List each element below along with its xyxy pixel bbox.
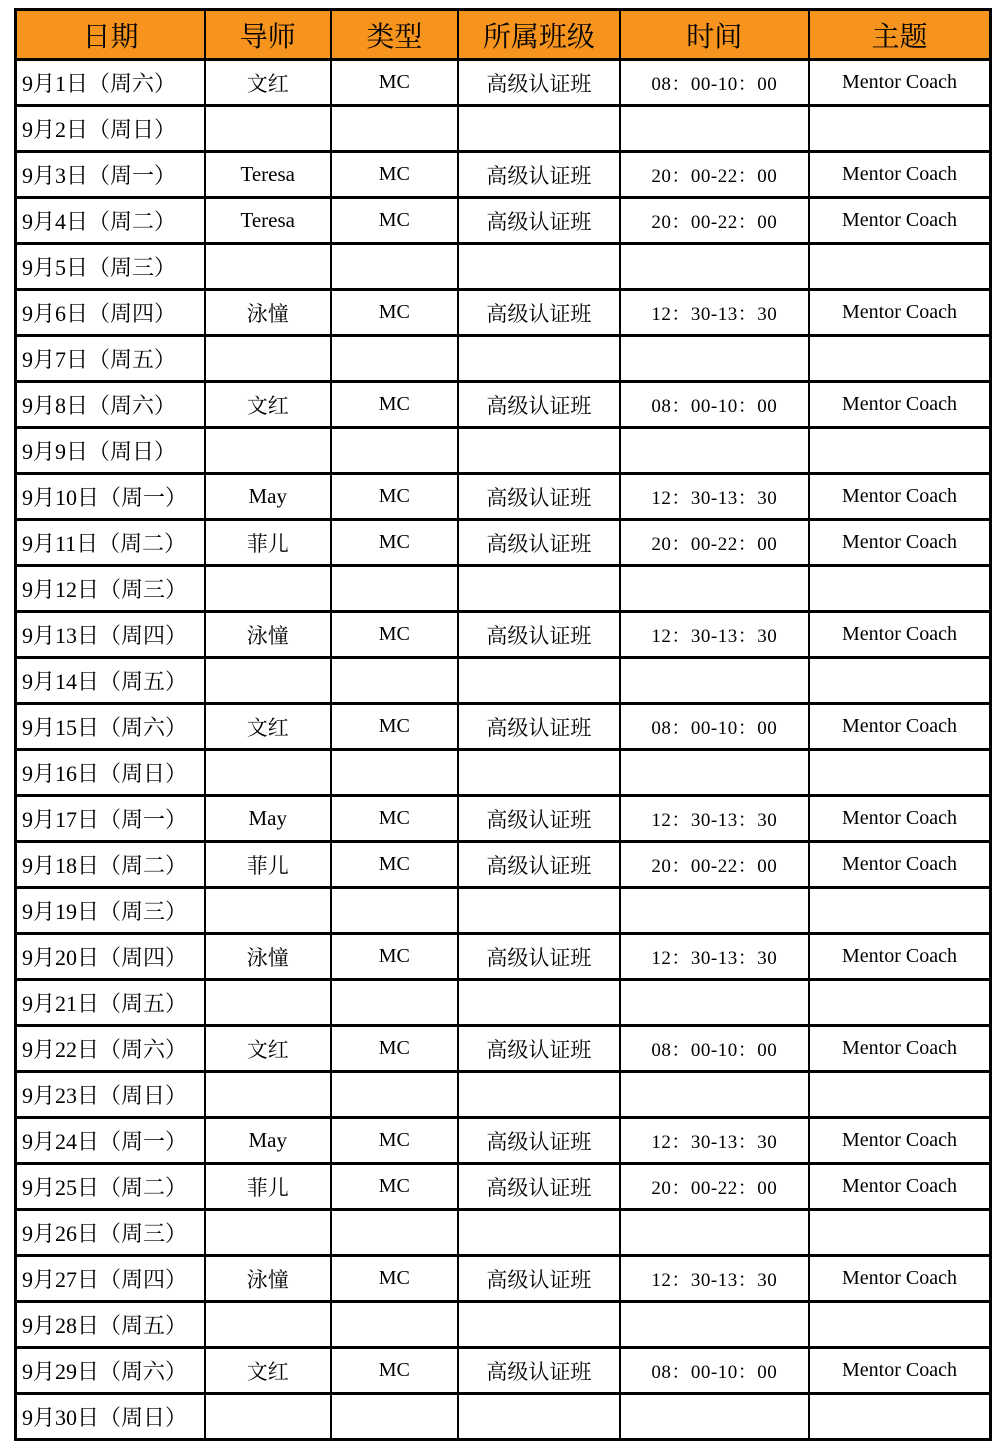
cell-mentor: 文红: [205, 1348, 331, 1394]
cell-class: 高级认证班: [458, 1118, 619, 1164]
cell-topic: [809, 888, 990, 934]
cell-type: [331, 336, 459, 382]
cell-topic: Mentor Coach: [809, 382, 990, 428]
cell-date: 9月16日（周日）: [16, 750, 205, 796]
cell-time: 20：00-22：00: [620, 520, 809, 566]
cell-topic: Mentor Coach: [809, 1118, 990, 1164]
cell-type: [331, 1210, 459, 1256]
cell-time: 12：30-13：30: [620, 1118, 809, 1164]
cell-time: 08：00-10：00: [620, 60, 809, 106]
table-row: [16, 1072, 991, 1118]
cell-type: MC: [331, 60, 459, 106]
cell-date: 9月11日（周二）: [16, 520, 205, 566]
cell-mentor: [205, 244, 331, 290]
col-header-time: 时间: [620, 10, 809, 60]
cell-time: [620, 106, 809, 152]
cell-topic: [809, 428, 990, 474]
cell-mentor: May: [205, 474, 331, 520]
cell-mentor: 泳憧: [205, 1256, 331, 1302]
cell-class: 高级认证班: [458, 796, 619, 842]
cell-date: 9月30日（周日）: [16, 1394, 205, 1440]
table-row: [16, 1256, 991, 1302]
header-row: [16, 10, 991, 60]
cell-class: [458, 1072, 619, 1118]
cell-date: 9月1日（周六）: [16, 60, 205, 106]
table-header: [16, 10, 991, 60]
cell-date: 9月14日（周五）: [16, 658, 205, 704]
cell-mentor: 菲儿: [205, 520, 331, 566]
cell-time: 12：30-13：30: [620, 290, 809, 336]
cell-mentor: [205, 566, 331, 612]
cell-topic: Mentor Coach: [809, 474, 990, 520]
cell-mentor: [205, 888, 331, 934]
cell-class: [458, 658, 619, 704]
cell-topic: Mentor Coach: [809, 1348, 990, 1394]
cell-time: [620, 336, 809, 382]
cell-topic: [809, 1210, 990, 1256]
mentor-coach-schedule-table: [14, 8, 992, 1441]
cell-time: 08：00-10：00: [620, 1026, 809, 1072]
cell-date: 9月26日（周三）: [16, 1210, 205, 1256]
cell-date: 9月10日（周一）: [16, 474, 205, 520]
table-row: [16, 934, 991, 980]
cell-time: 20：00-22：00: [620, 198, 809, 244]
cell-type: MC: [331, 520, 459, 566]
cell-class: [458, 1210, 619, 1256]
cell-date: 9月24日（周一）: [16, 1118, 205, 1164]
table-row: [16, 1118, 991, 1164]
cell-mentor: [205, 1394, 331, 1440]
table-row: [16, 290, 991, 336]
table-row: [16, 704, 991, 750]
cell-topic: Mentor Coach: [809, 934, 990, 980]
cell-type: MC: [331, 612, 459, 658]
cell-topic: [809, 1394, 990, 1440]
cell-date: 9月15日（周六）: [16, 704, 205, 750]
cell-class: 高级认证班: [458, 60, 619, 106]
cell-type: MC: [331, 1026, 459, 1072]
table-row: [16, 106, 991, 152]
cell-date: 9月22日（周六）: [16, 1026, 205, 1072]
cell-mentor: 文红: [205, 60, 331, 106]
cell-type: MC: [331, 704, 459, 750]
cell-topic: Mentor Coach: [809, 60, 990, 106]
cell-time: 12：30-13：30: [620, 934, 809, 980]
cell-class: 高级认证班: [458, 290, 619, 336]
cell-time: 12：30-13：30: [620, 796, 809, 842]
cell-mentor: 泳憧: [205, 934, 331, 980]
cell-class: 高级认证班: [458, 934, 619, 980]
cell-topic: Mentor Coach: [809, 152, 990, 198]
table-row: [16, 428, 991, 474]
cell-time: [620, 658, 809, 704]
cell-time: 12：30-13：30: [620, 1256, 809, 1302]
cell-date: 9月13日（周四）: [16, 612, 205, 658]
cell-type: MC: [331, 1348, 459, 1394]
table-row: [16, 888, 991, 934]
cell-date: 9月25日（周二）: [16, 1164, 205, 1210]
col-header-date: 日期: [16, 10, 205, 60]
cell-mentor: 文红: [205, 382, 331, 428]
cell-type: [331, 980, 459, 1026]
cell-type: [331, 1394, 459, 1440]
cell-class: 高级认证班: [458, 198, 619, 244]
cell-mentor: Teresa: [205, 198, 331, 244]
cell-date: 9月17日（周一）: [16, 796, 205, 842]
table-row: [16, 198, 991, 244]
table-row: [16, 1302, 991, 1348]
cell-class: 高级认证班: [458, 474, 619, 520]
cell-mentor: [205, 750, 331, 796]
cell-time: 08：00-10：00: [620, 382, 809, 428]
cell-time: [620, 428, 809, 474]
cell-class: 高级认证班: [458, 1256, 619, 1302]
cell-type: [331, 1072, 459, 1118]
cell-mentor: [205, 1302, 331, 1348]
table-row: [16, 60, 991, 106]
table-row: [16, 1348, 991, 1394]
cell-class: 高级认证班: [458, 152, 619, 198]
cell-time: 12：30-13：30: [620, 474, 809, 520]
cell-class: [458, 1302, 619, 1348]
table-row: [16, 474, 991, 520]
cell-mentor: [205, 1072, 331, 1118]
col-header-mentor: 导师: [205, 10, 331, 60]
cell-topic: Mentor Coach: [809, 842, 990, 888]
cell-class: [458, 980, 619, 1026]
cell-date: 9月4日（周二）: [16, 198, 205, 244]
cell-date: 9月18日（周二）: [16, 842, 205, 888]
cell-type: [331, 244, 459, 290]
cell-time: [620, 1394, 809, 1440]
table-row: [16, 1026, 991, 1072]
cell-date: 9月27日（周四）: [16, 1256, 205, 1302]
table-row: [16, 244, 991, 290]
table-row: [16, 152, 991, 198]
cell-mentor: [205, 980, 331, 1026]
table-row: [16, 980, 991, 1026]
col-header-class: 所属班级: [458, 10, 619, 60]
cell-class: [458, 336, 619, 382]
cell-type: [331, 566, 459, 612]
cell-mentor: 菲儿: [205, 1164, 331, 1210]
table-row: [16, 750, 991, 796]
table-row: [16, 566, 991, 612]
cell-topic: Mentor Coach: [809, 198, 990, 244]
cell-time: [620, 980, 809, 1026]
cell-class: [458, 750, 619, 796]
cell-mentor: 文红: [205, 704, 331, 750]
table-row: [16, 658, 991, 704]
cell-type: MC: [331, 1118, 459, 1164]
cell-date: 9月21日（周五）: [16, 980, 205, 1026]
cell-date: 9月5日（周三）: [16, 244, 205, 290]
cell-type: MC: [331, 474, 459, 520]
cell-type: MC: [331, 842, 459, 888]
cell-time: [620, 1072, 809, 1118]
cell-date: 9月3日（周一）: [16, 152, 205, 198]
cell-type: MC: [331, 198, 459, 244]
cell-class: [458, 428, 619, 474]
cell-topic: Mentor Coach: [809, 1256, 990, 1302]
cell-time: [620, 244, 809, 290]
cell-type: [331, 1302, 459, 1348]
table-row: [16, 842, 991, 888]
cell-mentor: Teresa: [205, 152, 331, 198]
cell-type: MC: [331, 1164, 459, 1210]
cell-topic: Mentor Coach: [809, 612, 990, 658]
cell-topic: [809, 750, 990, 796]
cell-date: 9月19日（周三）: [16, 888, 205, 934]
table-row: [16, 520, 991, 566]
cell-mentor: [205, 1210, 331, 1256]
cell-topic: [809, 980, 990, 1026]
cell-mentor: May: [205, 796, 331, 842]
table-row: [16, 612, 991, 658]
cell-date: 9月6日（周四）: [16, 290, 205, 336]
cell-class: [458, 1394, 619, 1440]
cell-mentor: 菲儿: [205, 842, 331, 888]
cell-time: [620, 888, 809, 934]
cell-date: 9月7日（周五）: [16, 336, 205, 382]
table-row: [16, 1164, 991, 1210]
cell-topic: [809, 1302, 990, 1348]
cell-class: 高级认证班: [458, 1026, 619, 1072]
cell-time: 08：00-10：00: [620, 1348, 809, 1394]
cell-class: [458, 888, 619, 934]
cell-date: 9月9日（周日）: [16, 428, 205, 474]
table-row: [16, 796, 991, 842]
cell-class: 高级认证班: [458, 1348, 619, 1394]
col-header-type: 类型: [331, 10, 459, 60]
cell-mentor: 文红: [205, 1026, 331, 1072]
table-row: [16, 382, 991, 428]
cell-mentor: [205, 336, 331, 382]
cell-mentor: 泳憧: [205, 290, 331, 336]
cell-type: [331, 106, 459, 152]
cell-topic: Mentor Coach: [809, 520, 990, 566]
cell-date: 9月8日（周六）: [16, 382, 205, 428]
cell-mentor: May: [205, 1118, 331, 1164]
cell-topic: Mentor Coach: [809, 704, 990, 750]
cell-time: 20：00-22：00: [620, 842, 809, 888]
cell-type: MC: [331, 1256, 459, 1302]
table-row: [16, 336, 991, 382]
cell-time: [620, 1210, 809, 1256]
cell-class: 高级认证班: [458, 612, 619, 658]
cell-type: [331, 428, 459, 474]
cell-mentor: [205, 658, 331, 704]
cell-type: [331, 888, 459, 934]
cell-topic: [809, 658, 990, 704]
cell-type: [331, 750, 459, 796]
cell-class: 高级认证班: [458, 382, 619, 428]
table-body: [16, 60, 991, 1440]
cell-type: MC: [331, 290, 459, 336]
cell-time: [620, 750, 809, 796]
cell-time: 20：00-22：00: [620, 152, 809, 198]
cell-topic: Mentor Coach: [809, 1164, 990, 1210]
cell-date: 9月23日（周日）: [16, 1072, 205, 1118]
cell-time: 12：30-13：30: [620, 612, 809, 658]
cell-type: MC: [331, 796, 459, 842]
cell-time: 08：00-10：00: [620, 704, 809, 750]
cell-topic: [809, 244, 990, 290]
cell-class: 高级认证班: [458, 842, 619, 888]
cell-date: 9月28日（周五）: [16, 1302, 205, 1348]
cell-topic: Mentor Coach: [809, 796, 990, 842]
cell-time: [620, 1302, 809, 1348]
cell-class: [458, 106, 619, 152]
cell-type: MC: [331, 152, 459, 198]
cell-topic: [809, 106, 990, 152]
cell-class: [458, 244, 619, 290]
cell-topic: Mentor Coach: [809, 290, 990, 336]
cell-class: 高级认证班: [458, 520, 619, 566]
cell-mentor: [205, 106, 331, 152]
cell-time: [620, 566, 809, 612]
cell-topic: Mentor Coach: [809, 1026, 990, 1072]
cell-type: MC: [331, 382, 459, 428]
cell-topic: [809, 1072, 990, 1118]
cell-class: [458, 566, 619, 612]
cell-date: 9月20日（周四）: [16, 934, 205, 980]
table-row: [16, 1394, 991, 1440]
cell-topic: [809, 336, 990, 382]
cell-time: 20：00-22：00: [620, 1164, 809, 1210]
cell-type: [331, 658, 459, 704]
cell-mentor: 泳憧: [205, 612, 331, 658]
cell-class: 高级认证班: [458, 1164, 619, 1210]
cell-date: 9月29日（周六）: [16, 1348, 205, 1394]
cell-type: MC: [331, 934, 459, 980]
cell-class: 高级认证班: [458, 704, 619, 750]
cell-topic: [809, 566, 990, 612]
cell-date: 9月12日（周三）: [16, 566, 205, 612]
cell-date: 9月2日（周日）: [16, 106, 205, 152]
col-header-topic: 主题: [809, 10, 990, 60]
cell-mentor: [205, 428, 331, 474]
table-row: [16, 1210, 991, 1256]
